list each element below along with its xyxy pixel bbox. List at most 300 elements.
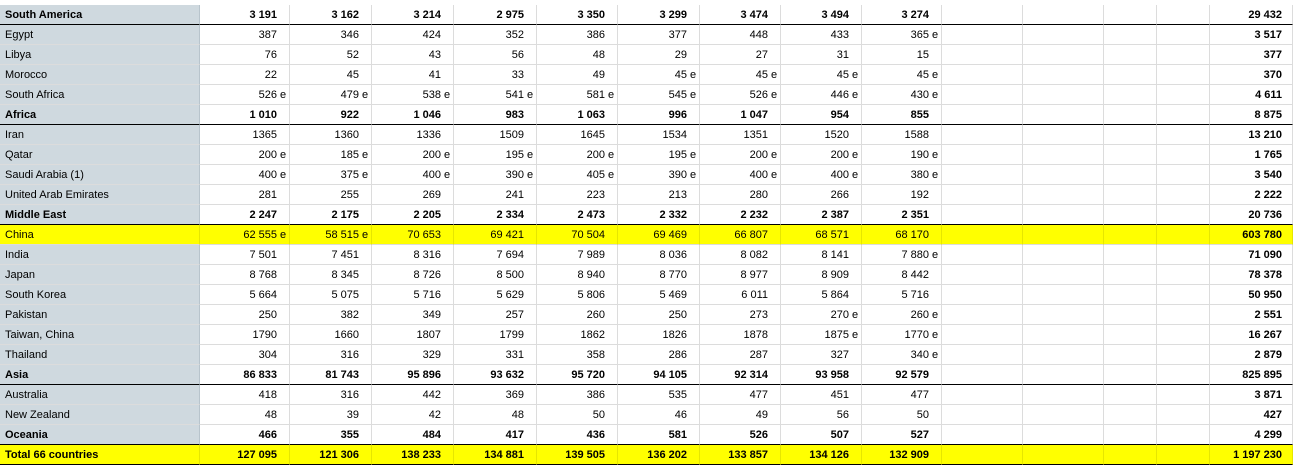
row-label-cell[interactable]: South Korea (0, 285, 200, 305)
value-cell[interactable]: 526 (200, 85, 290, 105)
value-cell[interactable]: 281 (200, 185, 290, 205)
value-cell[interactable]: 5 716 (862, 285, 942, 305)
empty-cell[interactable] (1157, 125, 1210, 145)
value-cell[interactable]: 538 (372, 85, 454, 105)
empty-cell[interactable] (942, 325, 1023, 345)
value-cell[interactable]: 446 (781, 85, 862, 105)
value-cell[interactable]: 8 500 (454, 265, 537, 285)
value-cell[interactable]: 3 350 (537, 5, 618, 25)
empty-cell[interactable] (1157, 425, 1210, 445)
value-cell[interactable]: 127 095 (200, 445, 290, 465)
value-cell[interactable]: 369 (454, 385, 537, 405)
total-cell[interactable]: 427 (1210, 405, 1293, 425)
value-cell[interactable]: 1645 (537, 125, 618, 145)
value-cell[interactable]: 50 (537, 405, 618, 425)
value-cell[interactable]: 42 (372, 405, 454, 425)
empty-cell[interactable] (1157, 185, 1210, 205)
value-cell[interactable]: 41 (372, 65, 454, 85)
value-cell[interactable]: 69 421 (454, 225, 537, 245)
value-cell[interactable]: 436 (537, 425, 618, 445)
value-cell[interactable]: 541 (454, 85, 537, 105)
row-label-cell[interactable]: South Africa (0, 85, 200, 105)
total-cell[interactable]: 3 540 (1210, 165, 1293, 185)
value-cell[interactable]: 3 191 (200, 5, 290, 25)
row-label-cell[interactable]: Saudi Arabia (1) (0, 165, 200, 185)
value-cell[interactable]: 352 (454, 25, 537, 45)
empty-cell[interactable] (1157, 305, 1210, 325)
total-cell[interactable]: 377 (1210, 45, 1293, 65)
value-cell[interactable]: 286 (618, 345, 700, 365)
value-cell[interactable]: 8 726 (372, 265, 454, 285)
value-cell[interactable]: 1336 (372, 125, 454, 145)
empty-cell[interactable] (1023, 5, 1104, 25)
empty-cell[interactable] (1104, 25, 1157, 45)
value-cell[interactable]: 7 694 (454, 245, 537, 265)
value-cell[interactable]: 195 (618, 145, 700, 165)
empty-cell[interactable] (1104, 305, 1157, 325)
value-cell[interactable]: 365 (862, 25, 942, 45)
value-cell[interactable]: 996 (618, 105, 700, 125)
empty-cell[interactable] (942, 365, 1023, 385)
empty-cell[interactable] (1104, 85, 1157, 105)
row-label-cell[interactable]: Africa (0, 105, 200, 125)
value-cell[interactable]: 1770 (862, 325, 942, 345)
empty-cell[interactable] (1023, 145, 1104, 165)
value-cell[interactable]: 1534 (618, 125, 700, 145)
value-cell[interactable]: 3 214 (372, 5, 454, 25)
value-cell[interactable]: 922 (290, 105, 372, 125)
value-cell[interactable]: 70 504 (537, 225, 618, 245)
value-cell[interactable]: 5 806 (537, 285, 618, 305)
value-cell[interactable]: 358 (537, 345, 618, 365)
value-cell[interactable]: 1790 (200, 325, 290, 345)
total-cell[interactable]: 2 222 (1210, 185, 1293, 205)
value-cell[interactable]: 418 (200, 385, 290, 405)
value-cell[interactable]: 1351 (700, 125, 781, 145)
empty-cell[interactable] (1104, 325, 1157, 345)
empty-cell[interactable] (1023, 165, 1104, 185)
value-cell[interactable]: 535 (618, 385, 700, 405)
value-cell[interactable]: 49 (537, 65, 618, 85)
value-cell[interactable]: 479 (290, 85, 372, 105)
value-cell[interactable]: 139 505 (537, 445, 618, 465)
value-cell[interactable]: 68 170 (862, 225, 942, 245)
value-cell[interactable]: 331 (454, 345, 537, 365)
value-cell[interactable]: 200 (372, 145, 454, 165)
value-cell[interactable]: 8 082 (700, 245, 781, 265)
value-cell[interactable]: 382 (290, 305, 372, 325)
empty-cell[interactable] (1104, 225, 1157, 245)
value-cell[interactable]: 185 (290, 145, 372, 165)
empty-cell[interactable] (1104, 45, 1157, 65)
value-cell[interactable]: 1862 (537, 325, 618, 345)
empty-cell[interactable] (1104, 405, 1157, 425)
value-cell[interactable]: 3 274 (862, 5, 942, 25)
value-cell[interactable]: 346 (290, 25, 372, 45)
total-cell[interactable]: 370 (1210, 65, 1293, 85)
value-cell[interactable]: 7 451 (290, 245, 372, 265)
value-cell[interactable]: 76 (200, 45, 290, 65)
empty-cell[interactable] (942, 25, 1023, 45)
value-cell[interactable]: 50 (862, 405, 942, 425)
value-cell[interactable]: 386 (537, 25, 618, 45)
value-cell[interactable]: 983 (454, 105, 537, 125)
value-cell[interactable]: 1826 (618, 325, 700, 345)
value-cell[interactable]: 8 909 (781, 265, 862, 285)
empty-cell[interactable] (1023, 425, 1104, 445)
value-cell[interactable]: 1799 (454, 325, 537, 345)
row-label-cell[interactable]: Qatar (0, 145, 200, 165)
empty-cell[interactable] (1104, 165, 1157, 185)
value-cell[interactable]: 581 (618, 425, 700, 445)
value-cell[interactable]: 1365 (200, 125, 290, 145)
value-cell[interactable]: 390 (454, 165, 537, 185)
total-cell[interactable]: 2 551 (1210, 305, 1293, 325)
row-label-cell[interactable]: Libya (0, 45, 200, 65)
value-cell[interactable]: 442 (372, 385, 454, 405)
row-label-cell[interactable]: United Arab Emirates (0, 185, 200, 205)
empty-cell[interactable] (1104, 445, 1157, 465)
value-cell[interactable]: 3 494 (781, 5, 862, 25)
value-cell[interactable]: 527 (862, 425, 942, 445)
empty-cell[interactable] (1104, 365, 1157, 385)
row-label-cell[interactable]: Total 66 countries (0, 445, 200, 465)
empty-cell[interactable] (1157, 345, 1210, 365)
empty-cell[interactable] (942, 425, 1023, 445)
value-cell[interactable]: 5 664 (200, 285, 290, 305)
empty-cell[interactable] (1157, 225, 1210, 245)
empty-cell[interactable] (942, 125, 1023, 145)
total-cell[interactable]: 50 950 (1210, 285, 1293, 305)
value-cell[interactable]: 1878 (700, 325, 781, 345)
value-cell[interactable]: 1875 (781, 325, 862, 345)
value-cell[interactable]: 62 555 (200, 225, 290, 245)
empty-cell[interactable] (1023, 265, 1104, 285)
empty-cell[interactable] (942, 205, 1023, 225)
value-cell[interactable]: 287 (700, 345, 781, 365)
empty-cell[interactable] (1104, 105, 1157, 125)
empty-cell[interactable] (1023, 125, 1104, 145)
empty-cell[interactable] (1157, 165, 1210, 185)
value-cell[interactable]: 200 (200, 145, 290, 165)
value-cell[interactable]: 223 (537, 185, 618, 205)
value-cell[interactable]: 316 (290, 385, 372, 405)
empty-cell[interactable] (1157, 285, 1210, 305)
empty-cell[interactable] (1104, 345, 1157, 365)
empty-cell[interactable] (1023, 25, 1104, 45)
total-cell[interactable]: 1 197 230 (1210, 445, 1293, 465)
value-cell[interactable]: 375 (290, 165, 372, 185)
empty-cell[interactable] (1157, 45, 1210, 65)
empty-cell[interactable] (942, 265, 1023, 285)
empty-cell[interactable] (1023, 65, 1104, 85)
value-cell[interactable]: 68 571 (781, 225, 862, 245)
row-label-cell[interactable]: India (0, 245, 200, 265)
value-cell[interactable]: 7 989 (537, 245, 618, 265)
value-cell[interactable]: 56 (781, 405, 862, 425)
value-cell[interactable]: 1 063 (537, 105, 618, 125)
value-cell[interactable]: 213 (618, 185, 700, 205)
value-cell[interactable]: 448 (700, 25, 781, 45)
value-cell[interactable]: 5 864 (781, 285, 862, 305)
value-cell[interactable]: 121 306 (290, 445, 372, 465)
value-cell[interactable]: 2 351 (862, 205, 942, 225)
empty-cell[interactable] (1023, 285, 1104, 305)
value-cell[interactable]: 7 501 (200, 245, 290, 265)
value-cell[interactable]: 2 205 (372, 205, 454, 225)
value-cell[interactable]: 855 (862, 105, 942, 125)
value-cell[interactable]: 387 (200, 25, 290, 45)
empty-cell[interactable] (1023, 185, 1104, 205)
value-cell[interactable]: 8 940 (537, 265, 618, 285)
value-cell[interactable]: 45 (618, 65, 700, 85)
empty-cell[interactable] (1157, 405, 1210, 425)
value-cell[interactable]: 954 (781, 105, 862, 125)
value-cell[interactable]: 269 (372, 185, 454, 205)
value-cell[interactable]: 92 579 (862, 365, 942, 385)
total-cell[interactable]: 78 378 (1210, 265, 1293, 285)
empty-cell[interactable] (1104, 285, 1157, 305)
value-cell[interactable]: 39 (290, 405, 372, 425)
empty-cell[interactable] (942, 405, 1023, 425)
value-cell[interactable]: 45 (781, 65, 862, 85)
empty-cell[interactable] (1157, 385, 1210, 405)
value-cell[interactable]: 2 175 (290, 205, 372, 225)
row-label-cell[interactable]: Morocco (0, 65, 200, 85)
value-cell[interactable]: 45 (700, 65, 781, 85)
empty-cell[interactable] (1023, 45, 1104, 65)
value-cell[interactable]: 340 (862, 345, 942, 365)
empty-cell[interactable] (1023, 405, 1104, 425)
value-cell[interactable]: 400 (372, 165, 454, 185)
value-cell[interactable]: 190 (862, 145, 942, 165)
value-cell[interactable]: 3 299 (618, 5, 700, 25)
value-cell[interactable]: 430 (862, 85, 942, 105)
value-cell[interactable]: 1509 (454, 125, 537, 145)
total-cell[interactable]: 4 611 (1210, 85, 1293, 105)
value-cell[interactable]: 405 (537, 165, 618, 185)
value-cell[interactable]: 95 896 (372, 365, 454, 385)
total-cell[interactable]: 1 765 (1210, 145, 1293, 165)
empty-cell[interactable] (1104, 125, 1157, 145)
value-cell[interactable]: 48 (454, 405, 537, 425)
row-label-cell[interactable]: Thailand (0, 345, 200, 365)
empty-cell[interactable] (942, 145, 1023, 165)
value-cell[interactable]: 526 (700, 85, 781, 105)
value-cell[interactable]: 138 233 (372, 445, 454, 465)
empty-cell[interactable] (1104, 385, 1157, 405)
value-cell[interactable]: 56 (454, 45, 537, 65)
row-label-cell[interactable]: Asia (0, 365, 200, 385)
value-cell[interactable]: 48 (537, 45, 618, 65)
empty-cell[interactable] (1104, 5, 1157, 25)
total-cell[interactable]: 13 210 (1210, 125, 1293, 145)
empty-cell[interactable] (1023, 385, 1104, 405)
empty-cell[interactable] (942, 105, 1023, 125)
row-label-cell[interactable]: Middle East (0, 205, 200, 225)
value-cell[interactable]: 195 (454, 145, 537, 165)
empty-cell[interactable] (1023, 325, 1104, 345)
row-label-cell[interactable]: Taiwan, China (0, 325, 200, 345)
value-cell[interactable]: 49 (700, 405, 781, 425)
value-cell[interactable]: 424 (372, 25, 454, 45)
value-cell[interactable]: 46 (618, 405, 700, 425)
empty-cell[interactable] (942, 285, 1023, 305)
empty-cell[interactable] (942, 225, 1023, 245)
empty-cell[interactable] (1157, 5, 1210, 25)
empty-cell[interactable] (1157, 325, 1210, 345)
empty-cell[interactable] (942, 65, 1023, 85)
empty-cell[interactable] (1104, 205, 1157, 225)
value-cell[interactable]: 52 (290, 45, 372, 65)
value-cell[interactable]: 5 629 (454, 285, 537, 305)
value-cell[interactable]: 386 (537, 385, 618, 405)
total-cell[interactable]: 20 736 (1210, 205, 1293, 225)
empty-cell[interactable] (1104, 145, 1157, 165)
empty-cell[interactable] (1157, 25, 1210, 45)
value-cell[interactable]: 260 (537, 305, 618, 325)
value-cell[interactable]: 280 (700, 185, 781, 205)
value-cell[interactable]: 95 720 (537, 365, 618, 385)
empty-cell[interactable] (942, 45, 1023, 65)
empty-cell[interactable] (1157, 265, 1210, 285)
row-label-cell[interactable]: Egypt (0, 25, 200, 45)
value-cell[interactable]: 250 (200, 305, 290, 325)
value-cell[interactable]: 1 047 (700, 105, 781, 125)
empty-cell[interactable] (1023, 305, 1104, 325)
value-cell[interactable]: 134 126 (781, 445, 862, 465)
value-cell[interactable]: 3 162 (290, 5, 372, 25)
value-cell[interactable]: 94 105 (618, 365, 700, 385)
value-cell[interactable]: 417 (454, 425, 537, 445)
value-cell[interactable]: 1360 (290, 125, 372, 145)
value-cell[interactable]: 526 (700, 425, 781, 445)
empty-cell[interactable] (1157, 145, 1210, 165)
total-cell[interactable]: 3 517 (1210, 25, 1293, 45)
value-cell[interactable]: 270 (781, 305, 862, 325)
empty-cell[interactable] (1104, 245, 1157, 265)
value-cell[interactable]: 8 316 (372, 245, 454, 265)
empty-cell[interactable] (1023, 445, 1104, 465)
value-cell[interactable]: 200 (781, 145, 862, 165)
empty-cell[interactable] (1023, 345, 1104, 365)
value-cell[interactable]: 8 036 (618, 245, 700, 265)
empty-cell[interactable] (1157, 445, 1210, 465)
value-cell[interactable]: 8 770 (618, 265, 700, 285)
value-cell[interactable]: 43 (372, 45, 454, 65)
value-cell[interactable]: 2 387 (781, 205, 862, 225)
empty-cell[interactable] (1104, 265, 1157, 285)
empty-cell[interactable] (1023, 85, 1104, 105)
value-cell[interactable]: 8 442 (862, 265, 942, 285)
row-label-cell[interactable]: New Zealand (0, 405, 200, 425)
empty-cell[interactable] (1157, 245, 1210, 265)
value-cell[interactable]: 8 768 (200, 265, 290, 285)
value-cell[interactable]: 86 833 (200, 365, 290, 385)
total-cell[interactable]: 3 871 (1210, 385, 1293, 405)
value-cell[interactable]: 192 (862, 185, 942, 205)
value-cell[interactable]: 433 (781, 25, 862, 45)
total-cell[interactable]: 4 299 (1210, 425, 1293, 445)
empty-cell[interactable] (1104, 185, 1157, 205)
empty-cell[interactable] (1023, 365, 1104, 385)
value-cell[interactable]: 93 632 (454, 365, 537, 385)
empty-cell[interactable] (942, 385, 1023, 405)
value-cell[interactable]: 132 909 (862, 445, 942, 465)
value-cell[interactable]: 134 881 (454, 445, 537, 465)
value-cell[interactable]: 316 (290, 345, 372, 365)
empty-cell[interactable] (1104, 65, 1157, 85)
value-cell[interactable]: 2 232 (700, 205, 781, 225)
empty-cell[interactable] (942, 305, 1023, 325)
value-cell[interactable]: 260 (862, 305, 942, 325)
value-cell[interactable]: 2 334 (454, 205, 537, 225)
value-cell[interactable]: 273 (700, 305, 781, 325)
value-cell[interactable]: 45 (862, 65, 942, 85)
value-cell[interactable]: 8 141 (781, 245, 862, 265)
empty-cell[interactable] (942, 185, 1023, 205)
value-cell[interactable]: 33 (454, 65, 537, 85)
value-cell[interactable]: 69 469 (618, 225, 700, 245)
value-cell[interactable]: 250 (618, 305, 700, 325)
total-cell[interactable]: 825 895 (1210, 365, 1293, 385)
value-cell[interactable]: 48 (200, 405, 290, 425)
value-cell[interactable]: 484 (372, 425, 454, 445)
total-cell[interactable]: 2 879 (1210, 345, 1293, 365)
value-cell[interactable]: 400 (700, 165, 781, 185)
row-label-cell[interactable]: Australia (0, 385, 200, 405)
value-cell[interactable]: 349 (372, 305, 454, 325)
value-cell[interactable]: 355 (290, 425, 372, 445)
value-cell[interactable]: 31 (781, 45, 862, 65)
value-cell[interactable]: 22 (200, 65, 290, 85)
total-cell[interactable]: 71 090 (1210, 245, 1293, 265)
value-cell[interactable]: 477 (700, 385, 781, 405)
value-cell[interactable]: 451 (781, 385, 862, 405)
value-cell[interactable]: 2 473 (537, 205, 618, 225)
row-label-cell[interactable]: Iran (0, 125, 200, 145)
value-cell[interactable]: 1660 (290, 325, 372, 345)
empty-cell[interactable] (1104, 425, 1157, 445)
value-cell[interactable]: 58 515 (290, 225, 372, 245)
value-cell[interactable]: 92 314 (700, 365, 781, 385)
value-cell[interactable]: 257 (454, 305, 537, 325)
empty-cell[interactable] (942, 5, 1023, 25)
value-cell[interactable]: 15 (862, 45, 942, 65)
value-cell[interactable]: 1588 (862, 125, 942, 145)
value-cell[interactable]: 377 (618, 25, 700, 45)
value-cell[interactable]: 581 (537, 85, 618, 105)
value-cell[interactable]: 8 345 (290, 265, 372, 285)
value-cell[interactable]: 241 (454, 185, 537, 205)
row-label-cell[interactable]: Pakistan (0, 305, 200, 325)
value-cell[interactable]: 5 075 (290, 285, 372, 305)
empty-cell[interactable] (1157, 365, 1210, 385)
value-cell[interactable]: 5 469 (618, 285, 700, 305)
value-cell[interactable]: 70 653 (372, 225, 454, 245)
value-cell[interactable]: 200 (700, 145, 781, 165)
value-cell[interactable]: 81 743 (290, 365, 372, 385)
value-cell[interactable]: 390 (618, 165, 700, 185)
value-cell[interactable]: 66 807 (700, 225, 781, 245)
value-cell[interactable]: 2 247 (200, 205, 290, 225)
value-cell[interactable]: 255 (290, 185, 372, 205)
value-cell[interactable]: 3 474 (700, 5, 781, 25)
empty-cell[interactable] (1157, 85, 1210, 105)
value-cell[interactable]: 304 (200, 345, 290, 365)
row-label-cell[interactable]: South America (0, 5, 200, 25)
value-cell[interactable]: 45 (290, 65, 372, 85)
